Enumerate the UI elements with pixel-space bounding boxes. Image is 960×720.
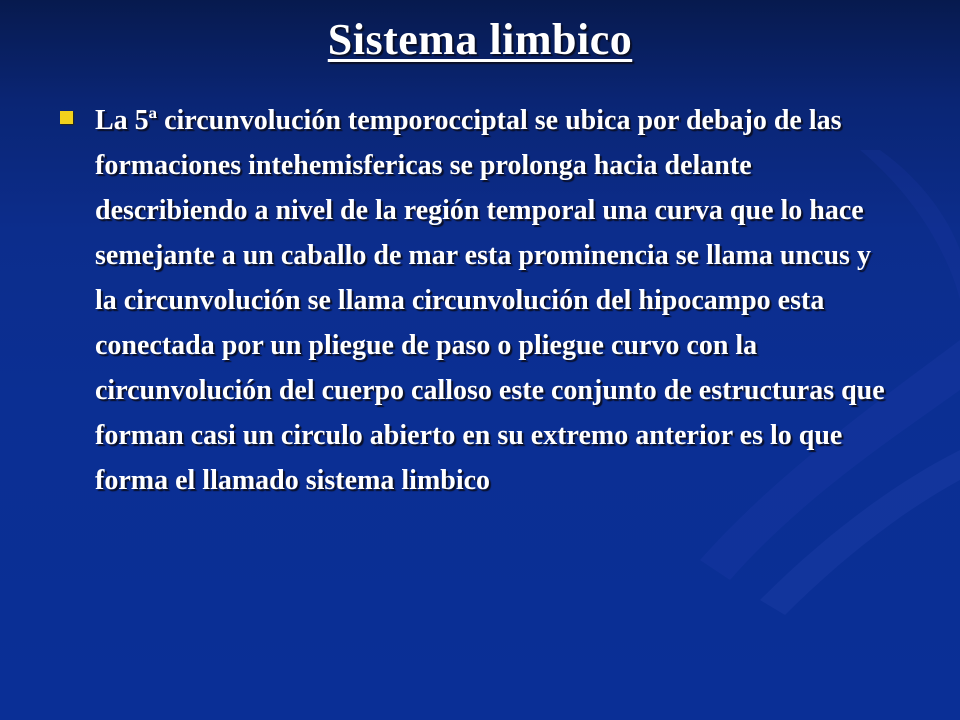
- slide-title: Sistema limbico: [327, 15, 633, 64]
- bullet-item: [60, 98, 890, 503]
- bullet-text: La 5ª circunvolución temporocciptal se ubica por debajo de las formaciones intehemisfericas se prolonga hacia delante describiendo a nivel de la región temporal una curva que lo hace semejante a un caballo de mar esta prominencia se llama uncus y la circunvolución se llama circunvolución del hipocampo esta conectada por un pliegue de paso o pliegue curvo con la circunvolución del cuerpo calloso este conjunto de estructuras que forman casi un circulo abierto en su extremo anterior es lo que forma el llamado sistema limbico: [95, 105, 885, 496]
- square-bullet-icon: [60, 111, 73, 124]
